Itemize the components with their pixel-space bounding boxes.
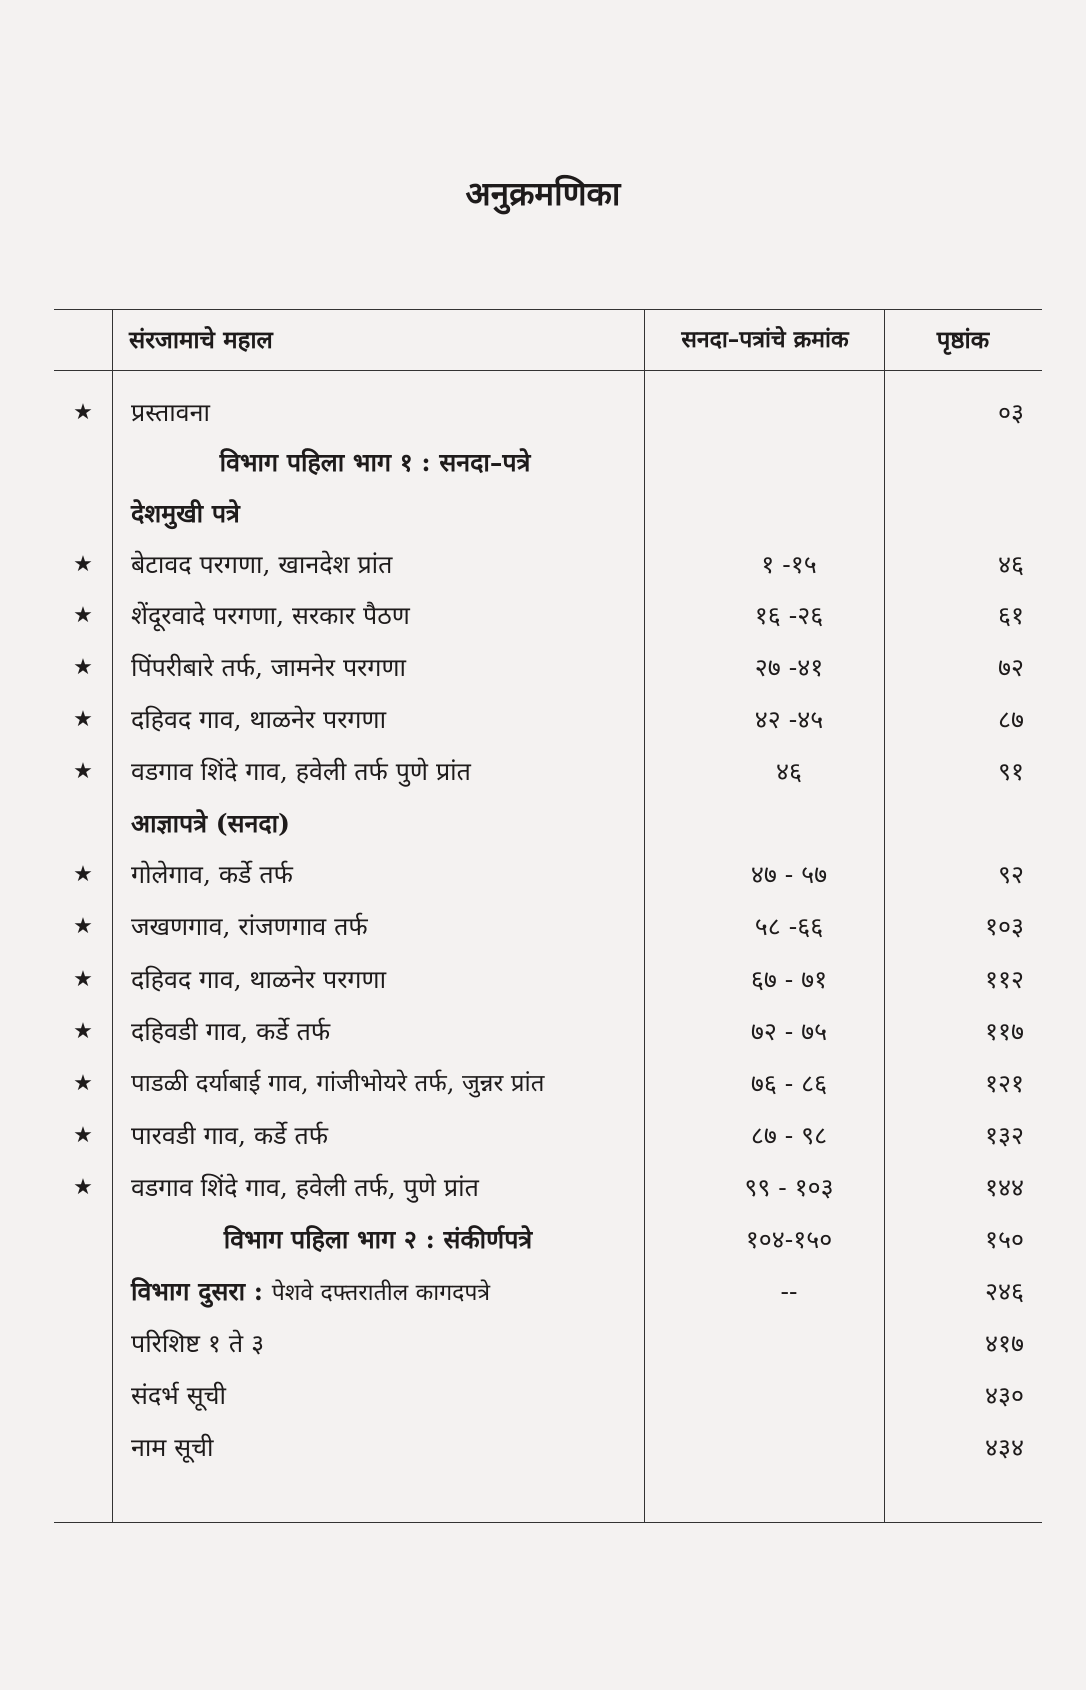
row-title: पारवडी गाव, कर्डे तर्फ <box>131 1121 328 1150</box>
toc-row <box>54 745 1042 798</box>
star-icon: ★ <box>73 603 93 628</box>
toc-row <box>54 641 1042 694</box>
row-numbers: १ -१५ <box>761 550 817 579</box>
row-page: २४६ <box>984 1277 1024 1306</box>
row-title: बेटावद परगणा, खानदेश प्रांत <box>131 550 393 579</box>
row-numbers: २७ -४१ <box>754 653 824 682</box>
toc-row <box>54 1369 1042 1422</box>
row-numbers: ४६ <box>775 757 802 786</box>
section-heading-row <box>54 1213 1042 1266</box>
row-title: शेंदूरवादे परगणा, सरकार पैठण <box>131 601 410 630</box>
row-page: १५० <box>984 1225 1024 1254</box>
toc-row <box>54 386 1042 439</box>
row-title: वडगाव शिंदे गाव, हवेली तर्फ, पुणे प्रांत <box>131 1173 479 1202</box>
row-page: १२१ <box>984 1069 1024 1098</box>
toc-row <box>54 538 1042 591</box>
subsection-heading-row <box>54 797 1042 850</box>
row-page: ०३ <box>997 398 1024 427</box>
row-page: १३२ <box>984 1121 1024 1150</box>
row-page: ११२ <box>984 965 1024 994</box>
row-numbers: -- <box>780 1277 798 1306</box>
contents-table <box>54 309 1042 1523</box>
row-page: ४३० <box>984 1381 1024 1410</box>
row-numbers: १६ -२६ <box>754 601 824 630</box>
row-numbers: १०४-१५० <box>745 1225 833 1254</box>
toc-row <box>54 1161 1042 1214</box>
toc-row <box>54 900 1042 953</box>
header-divider <box>54 370 1042 371</box>
row-title: पिंपरीबारे तर्फ, जामनेर परगणा <box>131 653 406 682</box>
toc-row <box>54 589 1042 642</box>
row-numbers <box>644 386 934 439</box>
section-heading-row <box>54 436 1042 489</box>
star-icon: ★ <box>73 552 93 577</box>
header-title-column: संरजामाचे महाल <box>129 325 273 354</box>
row-page: ४१७ <box>984 1329 1024 1358</box>
star-icon: ★ <box>73 400 93 425</box>
star-icon: ★ <box>73 1071 93 1096</box>
row-title: जखणगाव, रांजणगाव तर्फ <box>131 912 368 941</box>
subsection-heading: देशमुखी पत्रे <box>131 499 240 528</box>
row-numbers: ६७ - ७१ <box>750 965 828 994</box>
row-title: संदर्भ सूची <box>131 1381 226 1410</box>
star-icon: ★ <box>73 1019 93 1044</box>
row-title: पाडळी दर्याबाई गाव, गांजीभोयरे तर्फ, जुन्नर प्रांत <box>131 1069 545 1097</box>
row-title: गोलेगाव, कर्डे तर्फ <box>131 860 293 889</box>
star-icon: ★ <box>73 707 93 732</box>
row-title: नाम सूची <box>131 1433 214 1462</box>
row-title: दहिवडी गाव, कर्डे तर्फ <box>131 1017 331 1046</box>
section-heading: विभाग पहिला भाग १ : सनदा–पत्रे <box>219 448 531 477</box>
header-page-column: पृष्ठांक <box>936 325 990 354</box>
row-title: प्रस्तावना <box>131 398 210 427</box>
row-page: ६१ <box>997 601 1024 630</box>
subsection-heading-row <box>54 487 1042 540</box>
toc-row <box>54 953 1042 1006</box>
row-page: ४६ <box>997 550 1024 579</box>
toc-row <box>54 1265 1042 1318</box>
star-icon: ★ <box>73 914 93 939</box>
row-page: ९१ <box>997 757 1024 786</box>
row-numbers: ४७ - ५७ <box>750 860 828 889</box>
page-title: अनुक्रमणिका <box>465 174 621 213</box>
subsection-heading: आज्ञापत्रे (सनदा) <box>131 809 290 838</box>
row-title: वडगाव शिंदे गाव, हवेली तर्फ पुणे प्रांत <box>131 757 471 786</box>
row-page: १४४ <box>984 1173 1024 1202</box>
row-title: परिशिष्ट १ ते ३ <box>131 1329 265 1358</box>
row-page: ११७ <box>984 1017 1024 1046</box>
header-numbers-column: सनदा–पत्रांचे क्रमांक <box>681 326 849 353</box>
row-page: ७२ <box>997 653 1024 682</box>
section-heading: विभाग पहिला भाग २ : संकीर्णपत्रे <box>223 1225 533 1254</box>
star-icon: ★ <box>73 967 93 992</box>
row-page: ९२ <box>997 860 1024 889</box>
toc-row <box>54 693 1042 746</box>
star-icon: ★ <box>73 759 93 784</box>
row-title-rest: पेशवे दफ्तरातील कागदपत्रे <box>271 1280 491 1306</box>
row-page: ८७ <box>997 705 1024 734</box>
toc-row <box>54 1109 1042 1162</box>
row-numbers: ५८ -६६ <box>754 912 824 941</box>
toc-row <box>54 1005 1042 1058</box>
row-numbers: ८७ - ९८ <box>750 1121 828 1150</box>
row-title: दहिवद गाव, थाळनेर परगणा <box>131 965 387 994</box>
row-page: ४३४ <box>984 1433 1024 1462</box>
row-title-bold: विभाग दुसरा : <box>131 1277 272 1306</box>
row-title <box>131 1265 691 1318</box>
star-icon: ★ <box>73 1175 93 1200</box>
star-icon: ★ <box>73 862 93 887</box>
row-numbers: ४२ -४५ <box>754 705 824 734</box>
star-icon: ★ <box>73 1123 93 1148</box>
star-icon: ★ <box>73 655 93 680</box>
toc-row <box>54 848 1042 901</box>
toc-row <box>54 1317 1042 1370</box>
toc-row <box>54 1421 1042 1474</box>
row-numbers: ७६ - ८६ <box>750 1069 828 1098</box>
row-numbers: ९९ - १०३ <box>744 1173 834 1202</box>
row-page: १०३ <box>984 912 1024 941</box>
toc-row <box>54 1057 1042 1110</box>
row-title: दहिवद गाव, थाळनेर परगणा <box>131 705 387 734</box>
row-numbers: ७२ - ७५ <box>750 1017 828 1046</box>
